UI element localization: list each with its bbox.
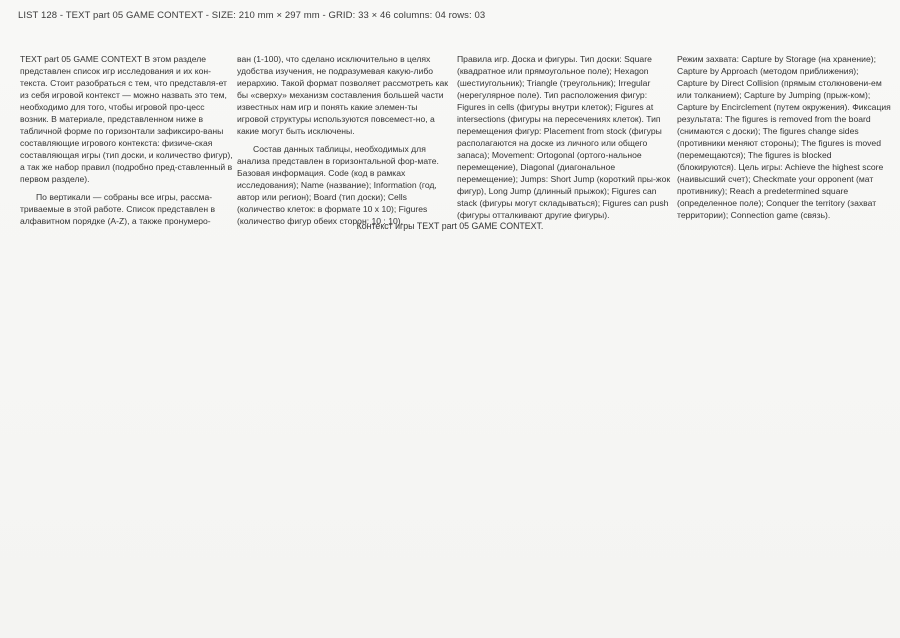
- text-column-3: [457, 53, 671, 227]
- paragraph-table-data: Состав данных таблицы, необходимых для анализа представлен в горизонтальной фор-мате. Базовая информация. Code (код в рамках исследования); Name (название); Information (год, автор или регион); Board (тип доски); Cells (количество клеток: в формате 10 x 10); Figures (количество фигур обеих сторон: 10 : 10).: [237, 144, 439, 226]
- paragraph-intro: TEXT part 05 GAME CONTEXT В этом разделе представлен список игр исследования и их кон-текста. Стоит разобраться с тем, что представля-ет из себя игровой контекст — можно назвать это тем, необходимо для того, чтобы игровой про-цесс возник. В материале, представленном ниже в табличной форме по горизонтали зафиксиро-ваны составляющие игрового контекста: физиче-ская составляющая игры (тип доски, и количество фигур), а так же набор правил (подробно пред-ставленный в первом разделе).: [20, 54, 233, 184]
- paragraph-rules-board: Правила игр. Доска и фигуры. Тип доски: Square (квадратное или прямоугольное поле); Hexagon (шестиугольник); Triangle (треугольник); Irregular (нерегулярное поле). Тип расположения фигур: Figures in cells (фигуры внутри клеток); Figures at intersections (фигуры на пересечениях клеток). Тип перемещения фигур: Placement from stock (фигуры располагаются на доске из личного или общего запаса); Movement: Ortogonal (ортого-нальное перемещение), Diagonal (диагональное перемещение); Jumps: Short Jump (короткий пры-жок фигур), Long Jump (длинный прыжок); Figures can stack (фигуры могут складываться); Figures can push (фигуры отталкивают другие фигуры).: [457, 54, 671, 220]
- page-header: LIST 128 - TEXT part 05 GAME CONTEXT - SIZE: 210 mm × 297 mm - GRID: 33 × 46 columns: 04 rows: 03: [18, 10, 486, 21]
- paragraph-numbering: ван (1-100), что сделано исключительно в целях удобства изучения, не подразумевая какую-либо иерархию. Такой формат позволяет рассмотреть как бы «сверху» механизм составления большей части известных нам игр и понять какие элемен-ты игровой структуры используются повсемест-но, а какие могут быть исключены.: [237, 54, 449, 136]
- paragraph-capture-goals: Режим захвата: Capture by Storage (на хранение); Capture by Approach (методом приближения); Capture by Direct Collision (прямым столкновени-ем или толканием); Capture by Jumping (прыж-ком); Capture by Encirclement (путем окружения). Фиксация результата: The figures is removed from the board (снимаются с доски); The figures change sides (противники меняют стороны); The figures is moved (перемещаются); The figures is blocked (блокируются). Цель игры: Achieve the highest score (наивысший счет); Checkmate your opponent (мат противнику); Reach a predetermined square (определенное поле); Conquer the territory (захват территории); Connection game (связь).: [677, 54, 891, 220]
- text-column-4: [677, 53, 891, 227]
- paragraph-vertical: По вертикали — собраны все игры, рассма-триваемые в этой работе. Список представлен в алфавитном порядке (A-Z), а также пронумеро-: [20, 192, 216, 226]
- text-column-2: [237, 53, 451, 233]
- caption: Контекст игры TEXT part 05 GAME CONTEXT.: [356, 221, 544, 231]
- text-column-1: [20, 53, 234, 233]
